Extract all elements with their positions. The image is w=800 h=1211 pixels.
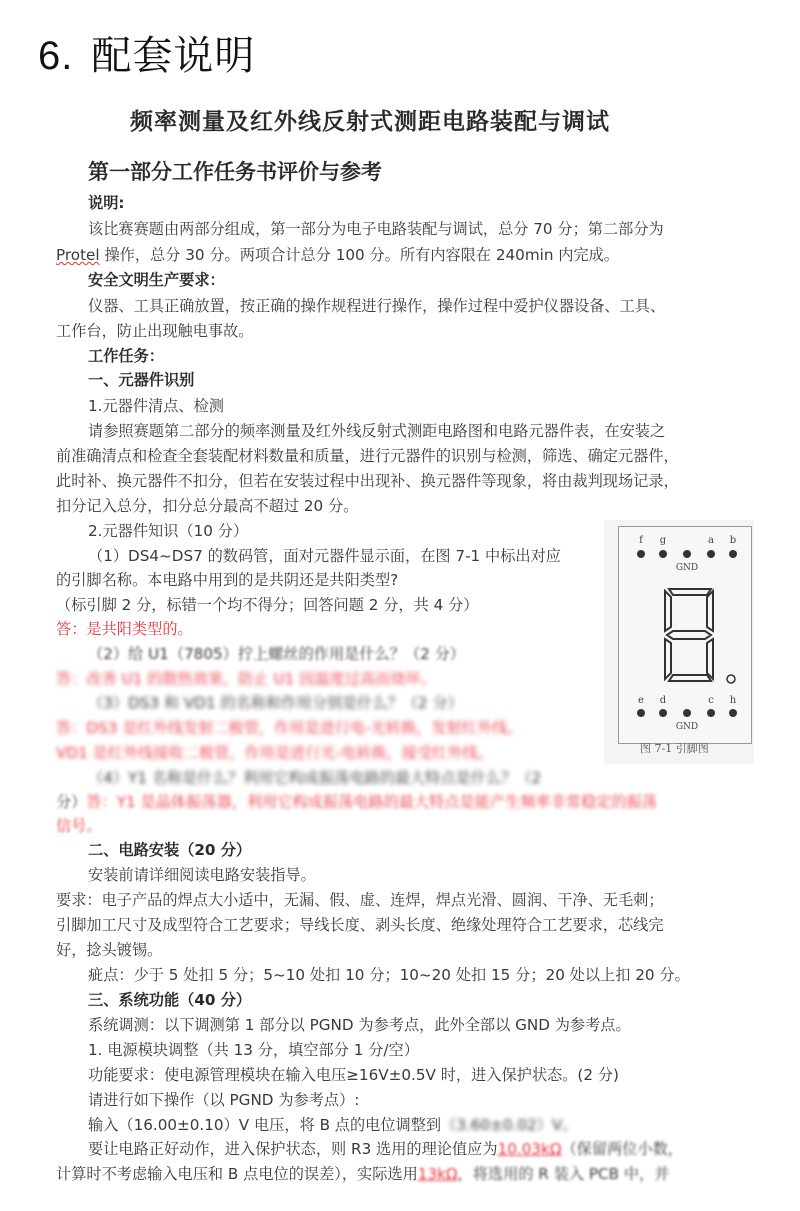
section-number: 6.: [38, 34, 74, 78]
question-line: （2）给 U1（7805）拧上螺丝的作用是什么？（2 分）: [88, 645, 465, 663]
text-line: 该比赛赛题由两部分组成，第一部分为电子电路装配与调试，总分 70 分；第二部分为: [88, 220, 664, 238]
text-line: 1. 电源模块调整（共 13 分，填空部分 1 分/空）: [88, 1041, 419, 1059]
pin-dot: [637, 709, 645, 717]
pin-label-f: f: [639, 535, 643, 546]
question-line: （3）DS3 和 VD1 的名称和作用分别是什么？（2 分）: [88, 694, 463, 712]
answer-line: 答：DS3 是红外线发射二极管，作用是进行电-光转换，发射红外线。: [56, 719, 523, 737]
text-part: 输入（16.00±0.10）V 电压，将 B 点的电位调整到: [88, 1116, 442, 1134]
digit-segments: [665, 589, 713, 681]
answer-line: VD1 是红外线接收二极管，作用是进行光-电转换，接受红外线。: [56, 744, 493, 762]
blurred-value: （3.60±0.02）V。: [441, 1116, 578, 1134]
pin-dot: [637, 550, 645, 558]
text-line: 疵点：少于 5 处扣 5 分；5~10 处扣 10 分；10~20 处扣 15 分；20 处以上扣 20 分。: [88, 966, 690, 984]
text-line: 功能要求：使电源管理模块在输入电压≥16V±0.5V 时，进入保护状态。(2 分): [88, 1066, 619, 1084]
pin-label-a: a: [708, 535, 714, 546]
pin-label-c: c: [708, 695, 714, 706]
pin-label-b: b: [729, 535, 737, 546]
text-part: 要让电路正好动作，进入保护状态，则 R3 选用的理论值应为: [88, 1140, 498, 1158]
text-line: 扣分记入总分，扣分总分最高不超过 20 分。: [56, 497, 359, 515]
gnd-label-bottom: GND: [675, 722, 699, 732]
answer-line: 答：改善 U1 的散热效果，防止 U1 因温度过高而烧坏。: [56, 670, 436, 688]
seven-segment-diagram: [619, 527, 751, 743]
answer-line: 信号。: [56, 817, 102, 835]
pin-dot: [683, 550, 691, 558]
question-tail: 分）: [56, 793, 87, 811]
pin-dot: [729, 550, 737, 558]
system-section-heading: 三、系统功能（40 分）: [88, 991, 252, 1009]
text-part: （保留两位小数，: [561, 1140, 683, 1158]
text-line-rest: 操作，总分 30 分。两项合计总分 100 分。所有内容限在 240min 内完成。: [104, 246, 620, 264]
pin-label-d: d: [659, 695, 667, 706]
gnd-label-top: GND: [675, 563, 699, 573]
text-line: [88, 1137, 683, 1162]
text-line: 引脚加工尺寸及成型符合工艺要求；导线长度、剥头长度、绝缘处理符合工艺要求，芯线完: [56, 916, 664, 934]
figure-caption: 图 7-1 引脚图: [640, 742, 709, 755]
blurred-value: 13kΩ: [417, 1165, 458, 1183]
pin-dot: [659, 550, 667, 558]
pin-dot: [707, 709, 715, 717]
pin-dot: [729, 709, 737, 717]
answer-line: [56, 790, 657, 815]
text-line: [56, 243, 619, 268]
document-title: 频率测量及红外线反射式测距电路装配与调试: [130, 109, 610, 135]
text-line: 请进行如下操作（以 PGND 为参考点）:: [88, 1091, 360, 1109]
subsection-heading: 1.元器件清点、检测: [88, 397, 224, 415]
text-line: 安装前请详细阅读电路安装指导。: [88, 866, 316, 884]
text-line: 此时补、换元器件不扣分，但若在安装过程中出现补、换元器件等现象，将由裁判现场记录，: [56, 472, 679, 490]
part-title: 第一部分工作任务书评价与参考: [88, 160, 382, 184]
pin-diagram-figure: [604, 520, 754, 764]
text-line: 仪器、工具正确放置，按正确的操作规程进行操作，操作过程中爱护仪器设备、工具、: [88, 297, 666, 315]
text-line: 系统调测：以下调测第 1 部分以 PGND 为参考点，此外全部以 GND 为参考点。: [88, 1016, 631, 1034]
answer-line: 答：是共阳类型的。: [56, 620, 193, 638]
blurred-value: 10.03kΩ: [497, 1140, 562, 1158]
text-line: 工作台，防止出现触电事故。: [56, 322, 254, 340]
section-header: [38, 24, 255, 81]
safety-heading: 安全文明生产要求：: [88, 271, 225, 289]
answer-text: 答：Y1 是晶体振荡器，利用它构成振荡电路的最大特点是能产生频率非常稳定的振荡: [86, 793, 657, 811]
component-section-heading: 一、元器件识别: [88, 371, 195, 389]
text-line: 好，捻头镀锡。: [56, 941, 163, 959]
protel-word: Protel: [56, 246, 100, 264]
display-panel: [618, 526, 752, 744]
question-line: （1）DS4~DS7 的数码管，面对元器件显示面，在图 7-1 中标出对应: [88, 547, 561, 565]
decimal-point: [727, 675, 735, 683]
score-line: （标引脚 2 分，标错一个均不得分；回答问题 2 分，共 4 分）: [56, 596, 479, 614]
text-line: 要求：电子产品的焊点大小适中，无漏、假、虚、连焊，焊点光滑、圆润、干净、无毛刺；: [56, 891, 664, 909]
pin-dot: [659, 709, 667, 717]
question-line: 的引脚名称。本电路中用到的是共阴还是共阳类型?: [56, 571, 399, 589]
pin-label-e: e: [638, 695, 644, 706]
question-line: （4）Y1 名称是什么？利用它构成振荡电路的最大特点是什么？（2: [88, 769, 542, 787]
text-line: [88, 1113, 577, 1138]
install-section-heading: 二、电路安装（20 分）: [88, 841, 252, 859]
text-line: 请参照赛题第二部分的频率测量及红外线反射式测距电路图和电路元器件表，在安装之: [88, 422, 666, 440]
text-line: [56, 1162, 669, 1187]
text-part: 计算时不考虑输入电压和 B 点电位的误差），实际选用: [56, 1165, 418, 1183]
subsection-heading: 2.元器件知识（10 分）: [88, 522, 249, 540]
pin-label-g: g: [659, 535, 667, 546]
section-title: 配套说明: [91, 33, 256, 79]
note-heading: 说明:: [88, 194, 125, 212]
pin-dot: [683, 709, 691, 717]
text-part: ，将选用的 R 装入 PCB 中，并: [457, 1165, 670, 1183]
pin-dot: [707, 550, 715, 558]
pin-label-h: h: [729, 695, 737, 706]
task-heading: 工作任务：: [88, 347, 164, 365]
text-line: 前准确清点和检查全套装配材料数量和质量，进行元器件的识别与检测，筛选、确定元器件，: [56, 447, 679, 465]
